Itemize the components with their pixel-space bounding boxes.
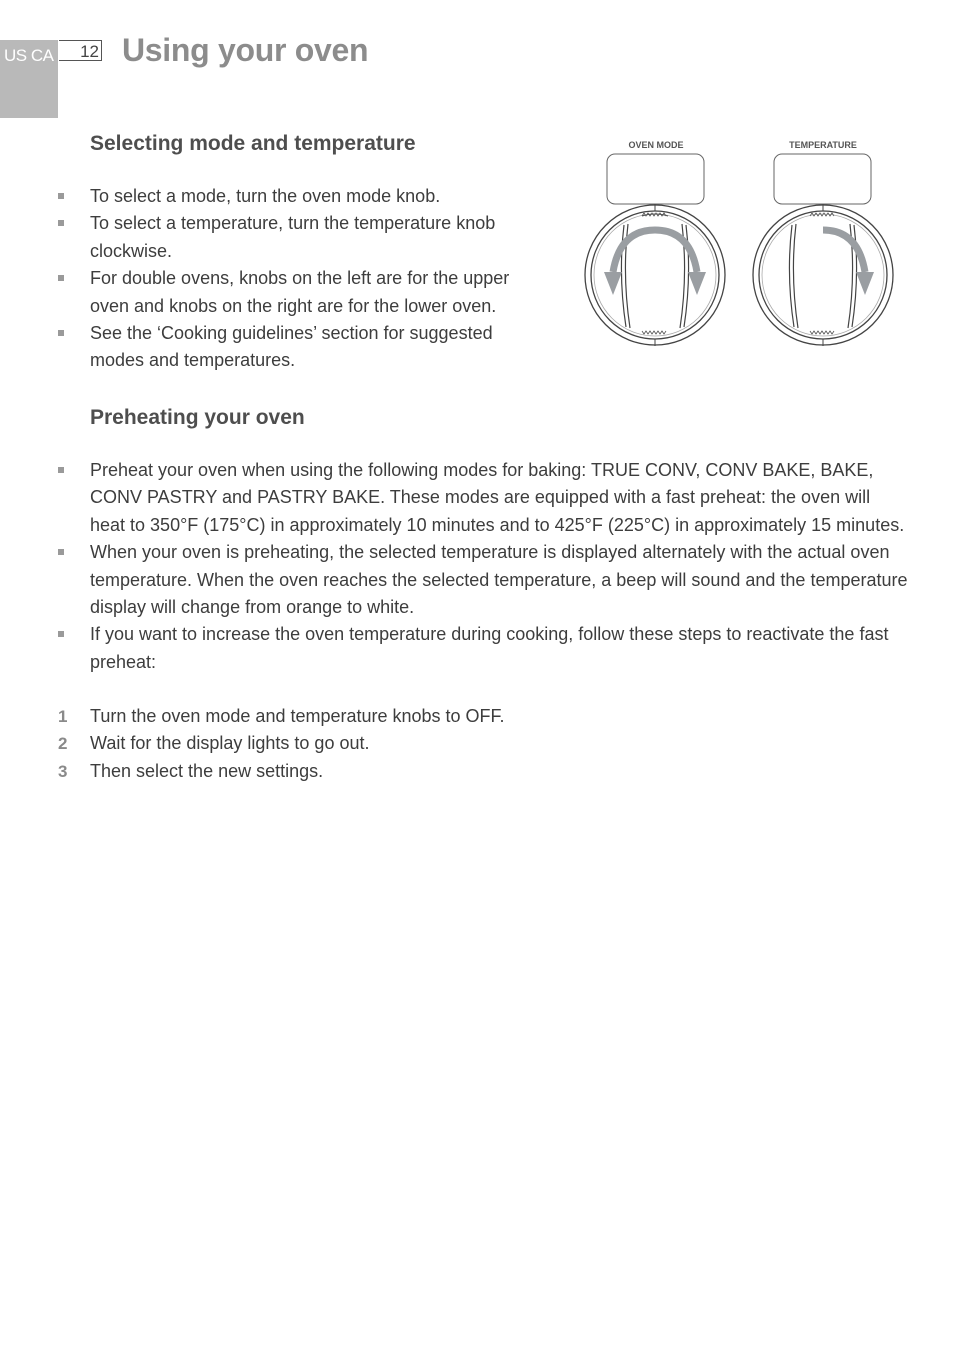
step-text: Then select the new settings. xyxy=(90,760,324,781)
preheat-steps-list xyxy=(58,703,908,785)
preheating-bullet-list xyxy=(58,457,908,676)
bullet-marker xyxy=(58,549,64,555)
bullet-text: To select a mode, turn the oven mode knob. xyxy=(90,186,441,206)
bullet-text: Preheat your oven when using the following modes for baking: TRUE CONV, CONV BAKE, BAKE, CONV PASTRY and PASTRY BAKE. These modes are equipped with a fast preheat: the oven will heat to 350°F (175°C) in approximately 10 minutes and to 425°F (225°C) in approximately 15 minutes. xyxy=(90,460,905,535)
step-text: Turn the oven mode and temperature knobs to OFF. xyxy=(90,706,505,726)
step-text: Wait for the display lights to go out. xyxy=(90,733,370,754)
step-number: 2 xyxy=(58,734,68,754)
bullet-marker xyxy=(58,631,64,637)
bullet-text: See the ‘Cooking guidelines’ section for suggested modes and temperatures. xyxy=(90,323,493,371)
bullet-text: If you want to increase the oven temperature during cooking, follow these steps to reactivate the fast preheat: xyxy=(90,624,889,672)
step-item xyxy=(58,758,908,785)
bullet-marker xyxy=(58,193,64,199)
list-item xyxy=(58,621,908,676)
list-item xyxy=(58,457,908,539)
oven-mode-label: OVEN MODE xyxy=(628,140,684,150)
section-heading-preheating: Preheating your oven xyxy=(90,406,305,429)
step-item xyxy=(58,703,908,730)
list-item xyxy=(58,265,538,320)
list-item xyxy=(58,539,908,621)
bullet-text: When your oven is preheating, the selected temperature is displayed alternately with the actual oven temperature. When the oven reaches the selected temperature, a beep will sound and the temperature display will change from orange to white. xyxy=(90,542,908,618)
section-heading-selecting: Selecting mode and temperature xyxy=(90,132,416,155)
list-item xyxy=(58,210,538,265)
step-item xyxy=(58,730,908,757)
bullet-text: To select a temperature, turn the temperature knob clockwise. xyxy=(90,213,496,261)
bullet-marker xyxy=(58,275,64,281)
bullet-marker xyxy=(58,220,64,226)
bullet-marker xyxy=(58,330,64,336)
page-number: 12 xyxy=(59,40,102,61)
temperature-label: TEMPERATURE xyxy=(789,140,857,150)
list-item xyxy=(58,183,538,210)
knob-diagram xyxy=(580,132,900,352)
region-label: US CA xyxy=(4,46,54,65)
bullet-marker xyxy=(58,467,64,473)
temperature-knob-icon xyxy=(753,140,893,346)
step-number: 1 xyxy=(58,707,68,726)
list-item xyxy=(58,320,538,375)
selecting-bullet-list xyxy=(58,183,538,375)
bullet-text: For double ovens, knobs on the left are for the upper oven and knobs on the right are for the lower oven. xyxy=(90,268,510,316)
oven-mode-knob-icon xyxy=(585,140,725,346)
step-number: 3 xyxy=(58,761,68,781)
page-title: Using your oven xyxy=(122,32,369,68)
